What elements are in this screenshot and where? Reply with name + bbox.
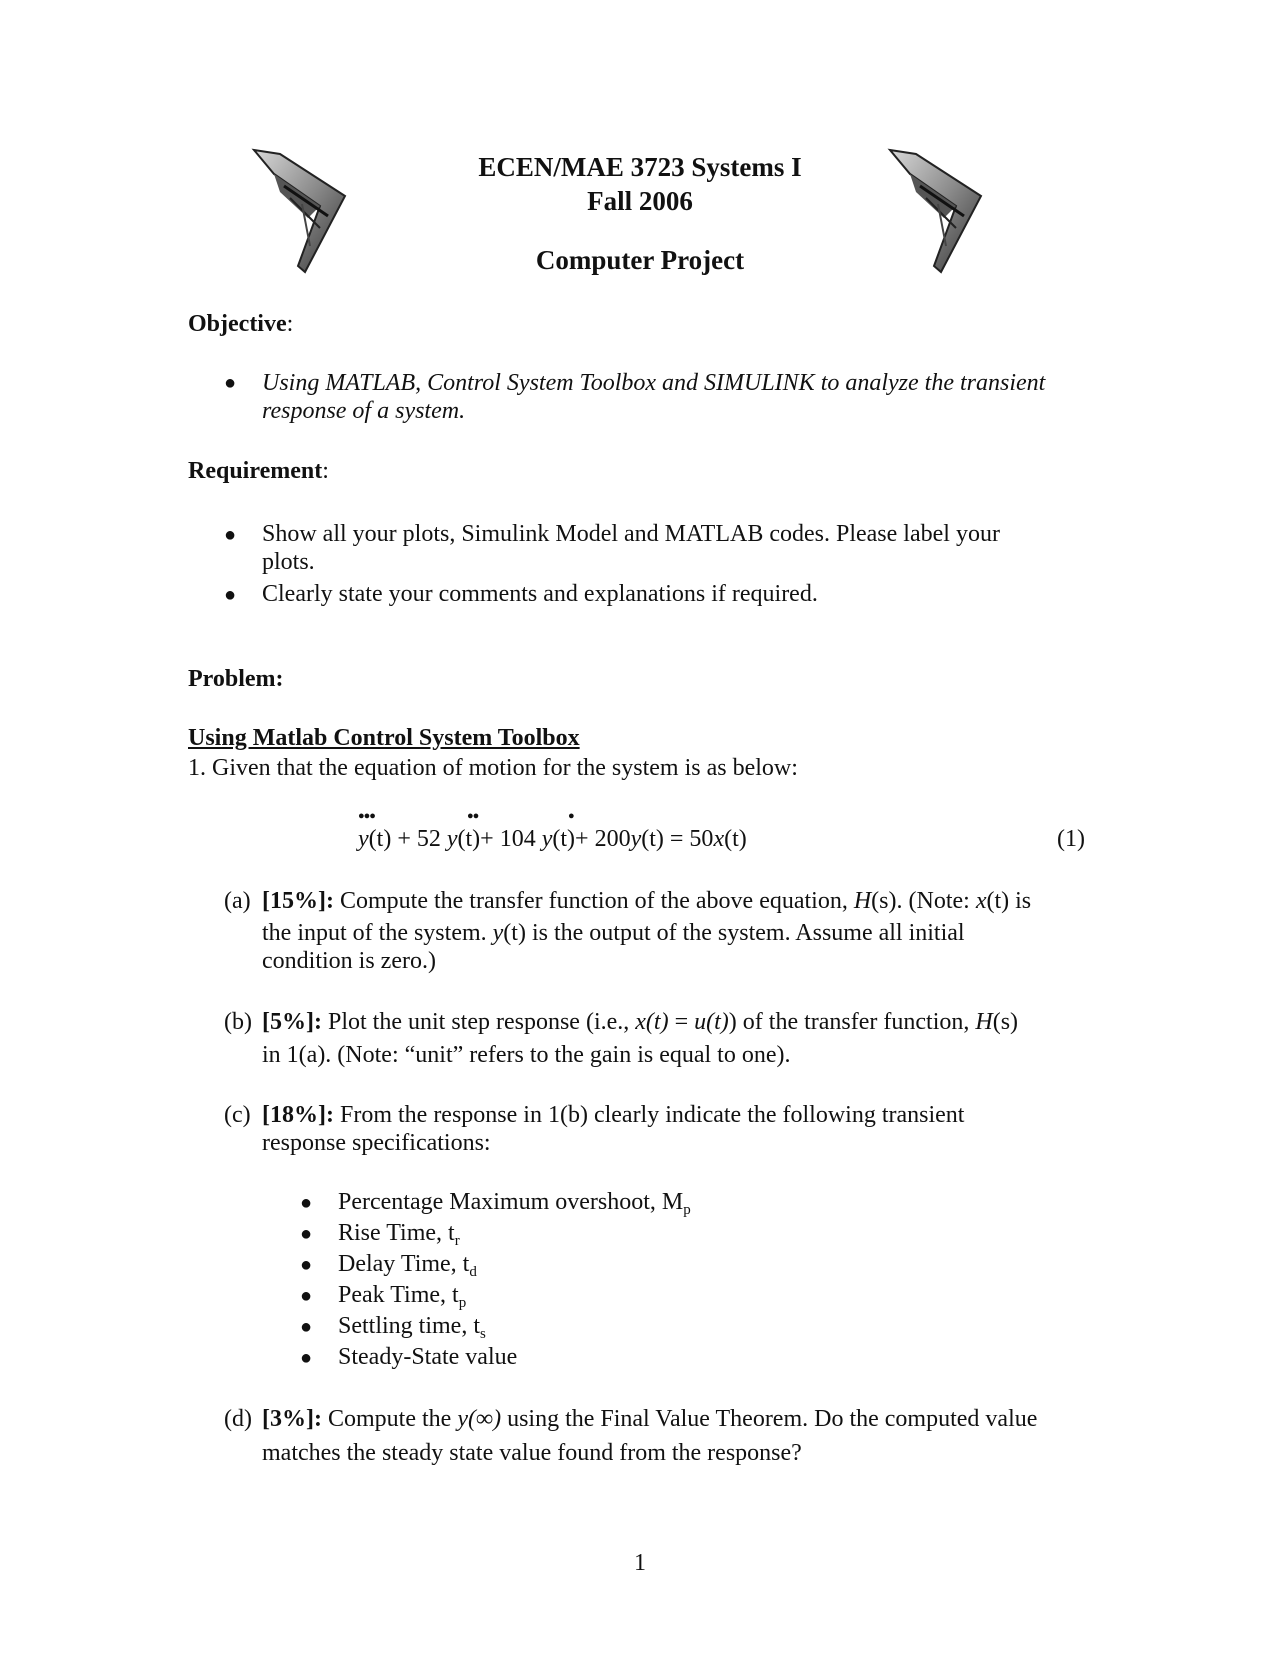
triple-dot: ●●● [358,810,375,822]
single-dot: ● [568,810,574,822]
requirement-text-2: Clearly state your comments and explanations if required. [262,581,818,607]
spec-bullet: ● [300,1316,313,1338]
term: Fall 2006 [587,186,693,216]
part-a-y: y [492,920,504,946]
part-c-line1 [262,1100,964,1130]
eq-t4: (t) [641,826,664,852]
requirement-bullet-2: ● [224,584,237,606]
course-title: ECEN/MAE 3723 Systems I [478,152,802,182]
part-a-l1: Compute the transfer function of the above equation, [333,888,854,914]
part-d-tag: (d) [224,1406,252,1432]
part-a-line3: condition is zero.) [262,948,436,974]
spec-bullet: ● [300,1347,313,1369]
eq-t5: (t) [724,826,747,852]
spec-item-6: Steady-State value [338,1344,518,1370]
eq-t1: (t) [368,826,392,852]
part-a-l1c: is [1009,888,1032,914]
part-b-xt: x(t) [635,1009,669,1035]
part-a-l1b: . (Note: [896,888,976,914]
objective-heading: Objective: [188,311,294,337]
part-b-weight: [5%]: [262,1009,322,1035]
objective-text-line2: response of a system. [262,398,466,424]
spec-item-5: Settling time, $t_s$ [338,1313,486,1342]
spec-bullet: ● [300,1192,313,1214]
part-d-l1a: Compute the [321,1406,458,1432]
part-d-line1 [262,1404,1037,1434]
eq-y4: y [630,826,642,852]
part-b-line2: in 1(a). (Note: “unit” refers to the gain is equal to one). [262,1042,791,1068]
part-d-l1b: using the Final Value Theorem. Do the computed value [501,1406,1038,1432]
spec-item-4: Peak Time, $t_p$ [338,1282,467,1311]
page-number: 1 [634,1550,646,1576]
part-d-weight: [3%]: [262,1406,322,1432]
eq-y1: y [358,826,369,852]
spec-bullet: ● [300,1254,313,1276]
eq-p2: + 104 [480,826,542,852]
section-heading: Using Matlab Control System Toolbox [188,725,580,751]
eq-x: x [713,826,725,852]
part-a-tag: (a) [224,888,251,914]
part-c-l1: From the response in 1(b) clearly indicate the following transient [333,1102,965,1128]
equation-number: (1) [1057,826,1085,852]
problem-intro: 1. Given that the equation of motion for the system is as below: [188,755,798,781]
part-a-x: x [975,888,987,914]
part-a-l2a: the input of the system. [262,920,493,946]
part-b-line1 [262,1007,1018,1037]
requirement-text-1a: Show all your plots, Simulink Model and MATLAB codes. Please label your [262,521,1000,547]
project-title: Computer Project [535,245,745,275]
part-a-t2: (t) [503,920,526,946]
eq-p1: + 52 [391,826,447,852]
part-b-s: (s) [992,1009,1019,1035]
part-b-ut: u(t) [694,1009,729,1035]
eq-t2: (t) [457,826,481,852]
part-a-line2 [262,918,965,948]
part-c-tag: (c) [224,1102,251,1128]
part-d-line2: matches the steady state value found from the response? [262,1440,802,1466]
equation-1 [358,826,747,853]
problem-heading: Problem: [188,666,284,692]
part-b-tag: (b) [224,1009,252,1035]
part-a-t: (t) [986,888,1010,914]
requirement-text-1b: plots. [262,549,315,575]
part-b-H: H [975,1009,993,1035]
eq-t3: (t) [552,826,576,852]
part-a-H: H [853,888,872,914]
eq-p3: + 200 [575,826,631,852]
eq-y2: y [446,826,458,852]
eq-y3: y [541,826,553,852]
part-d-yinf: y(∞) [457,1406,502,1432]
spec-item-1: Percentage Maximum overshoot, $M_p$ [338,1189,691,1218]
part-b-l1b: ) of the transfer function, [728,1009,976,1035]
part-b-l1: Plot the unit step response (i.e., [321,1009,636,1035]
objective-bullet: ● [224,372,237,394]
part-a-line1 [262,886,1031,916]
requirement-bullet-1: ● [224,524,237,546]
objective-text-line1: Using MATLAB, Control System Toolbox and SIMULINK to analyze the transient [262,370,1046,396]
part-a-weight: [15%]: [262,888,334,914]
part-c-line2: response specifications: [262,1130,491,1156]
part-a-s: (s) [871,888,897,914]
eq-eq: = 50 [663,826,714,852]
part-b-eq: = [668,1009,695,1035]
spec-bullet: ● [300,1285,313,1307]
spec-bullet: ● [300,1223,313,1245]
part-a-l2b: is the output of the system. Assume all initial [525,920,965,946]
requirement-heading: Requirement: [188,458,329,484]
double-dot: ●● [467,810,479,822]
part-c-weight: [18%]: [262,1102,334,1128]
spec-item-3: Delay Time, $t_d$ [338,1251,477,1280]
spec-item-2: Rise Time, $t_r$ [338,1220,460,1249]
